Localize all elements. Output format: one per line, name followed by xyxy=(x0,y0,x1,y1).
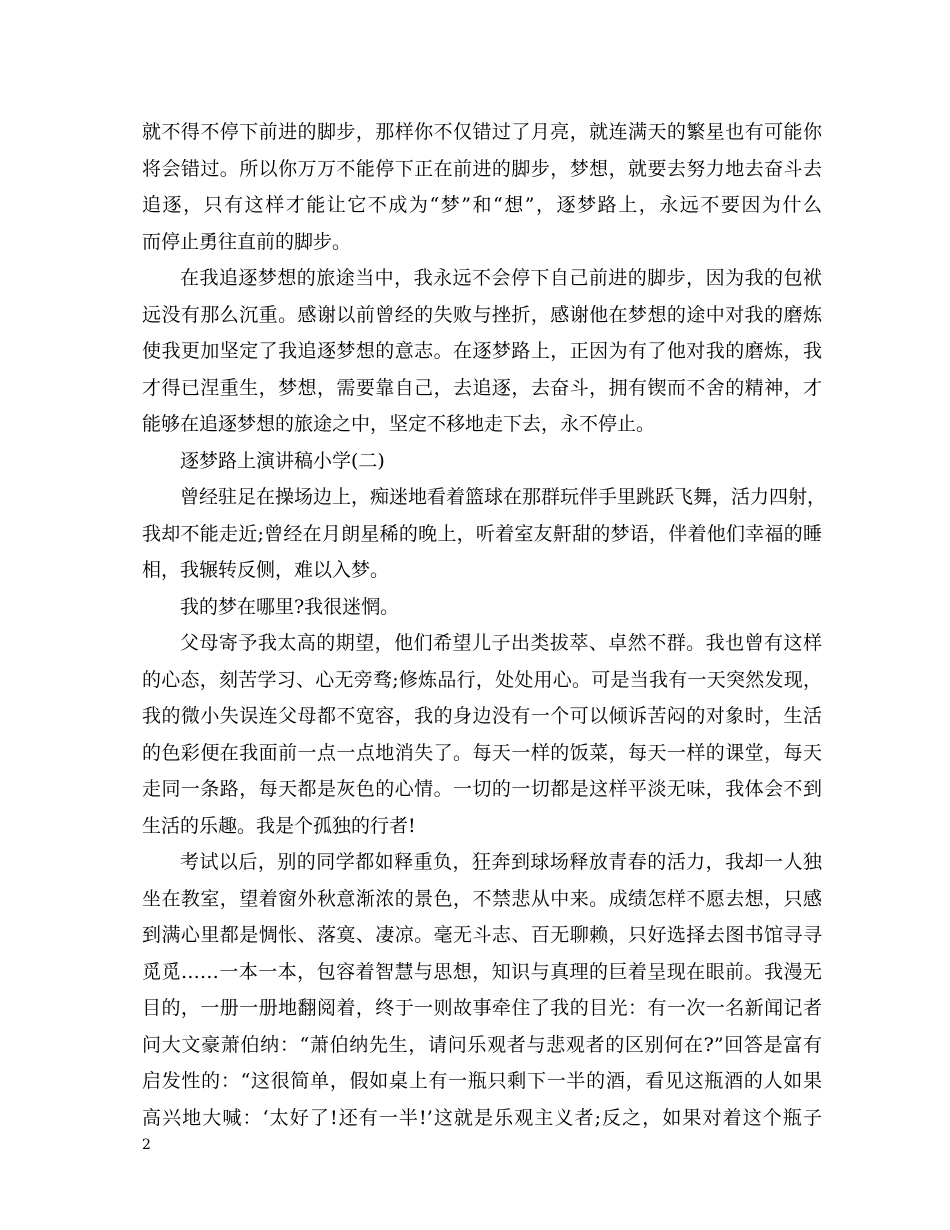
text-line: 走同一条路，每天都是灰色的心情。一切的一切都是这样平淡无味，我体会不到 xyxy=(142,778,822,800)
text-line: 问大文豪萧伯纳：“萧伯纳先生，请问乐观者与悲观者的区别何在?”回答是富有 xyxy=(142,1033,822,1056)
text-line: 坐在教室，望着窗外秋意渐浓的景色，不禁悲从中来。成绩怎样不愿去想，只感 xyxy=(142,887,822,910)
text-line: 的心态，刻苦学习、心无旁骛;修炼品行，处处用心。可是当我有一天突然发现， xyxy=(142,668,822,691)
text-line: 生活的乐趣。我是个孤独的行者! xyxy=(142,814,416,837)
text-line: 到满心里都是惆怅、落寞、凄凉。毫无斗志、百无聊赖，只好选择去图书馆寻寻 xyxy=(142,924,822,946)
text-line: 考试以后，别的同学都如释重负，狂奔到球场释放青春的活力，我却一人独 xyxy=(180,851,822,873)
text-line: 我的微小失误连父母都不宽容，我的身边没有一个可以倾诉苦闷的对象时，生活 xyxy=(142,705,822,727)
text-line: 我却不能走近;曾经在月朗星稀的晚上，听着室友鼾甜的梦语，伴着他们幸福的睡 xyxy=(142,522,822,545)
text-line: 能够在追逐梦想的旅途之中，坚定不移地走下去，永不停止。 xyxy=(142,413,656,435)
text-line: 的色彩便在我面前一点一点地消失了。每天一样的饭菜，每天一样的课堂，每天 xyxy=(142,741,822,764)
text-line: 才得已涅重生，梦想，需要靠自己，去追逐，去奋斗，拥有锲而不舍的精神，才 xyxy=(142,376,822,399)
document-body xyxy=(142,114,827,1136)
text-line: 使我更加坚定了我追逐梦想的意志。在逐梦路上，正因为有了他对我的磨炼，我 xyxy=(142,340,822,362)
text-line: 我的梦在哪里?我很迷惘。 xyxy=(180,595,400,618)
text-line: 启发性的：“这很简单，假如桌上有一瓶只剩下一半的酒，看见这瓶酒的人如果 xyxy=(142,1070,822,1092)
section-heading: 逐梦路上演讲稿小学(二) xyxy=(180,449,385,472)
text-line: 高兴地大喊：‘太好了!还有一半!’这就是乐观主义者;反之，如果对着这个瓶子 xyxy=(142,1106,822,1129)
text-line: 父母寄予我太高的期望，他们希望儿子出类拔萃、卓然不群。我也曾有这样 xyxy=(180,632,822,654)
text-line: 相，我辗转反侧，难以入梦。 xyxy=(142,559,390,581)
text-line: 觅觅……一本一本，包容着智慧与思想，知识与真理的巨着呈现在眼前。我漫无 xyxy=(142,960,822,983)
page-number: 2 xyxy=(142,1137,151,1153)
text-line: 将会错过。所以你万万不能停下正在前进的脚步，梦想，就要去努力地去奋斗去 xyxy=(142,157,822,180)
text-line: 追逐，只有这样才能让它不成为“梦”和“想”，逐梦路上，永远不要因为什么 xyxy=(142,194,822,216)
text-line: 曾经驻足在操场边上，痴迷地看着篮球在那群玩伴手里跳跃飞舞，活力四射， xyxy=(180,486,827,508)
text-line: 远没有那么沉重。感谢以前曾经的失败与挫折，感谢他在梦想的途中对我的磨炼 xyxy=(142,303,822,326)
text-line: 在我追逐梦想的旅途当中，我永远不会停下自己前进的脚步，因为我的包袱 xyxy=(180,267,822,289)
text-line: 就不得不停下前进的脚步，那样你不仅错过了月亮，就连满天的繁星也有可能你 xyxy=(142,121,822,143)
text-line: 而停止勇往直前的脚步。 xyxy=(142,230,352,253)
text-line: 目的，一册一册地翻阅着，终于一则故事牵住了我的目光：有一次一名新闻记者 xyxy=(142,997,822,1019)
